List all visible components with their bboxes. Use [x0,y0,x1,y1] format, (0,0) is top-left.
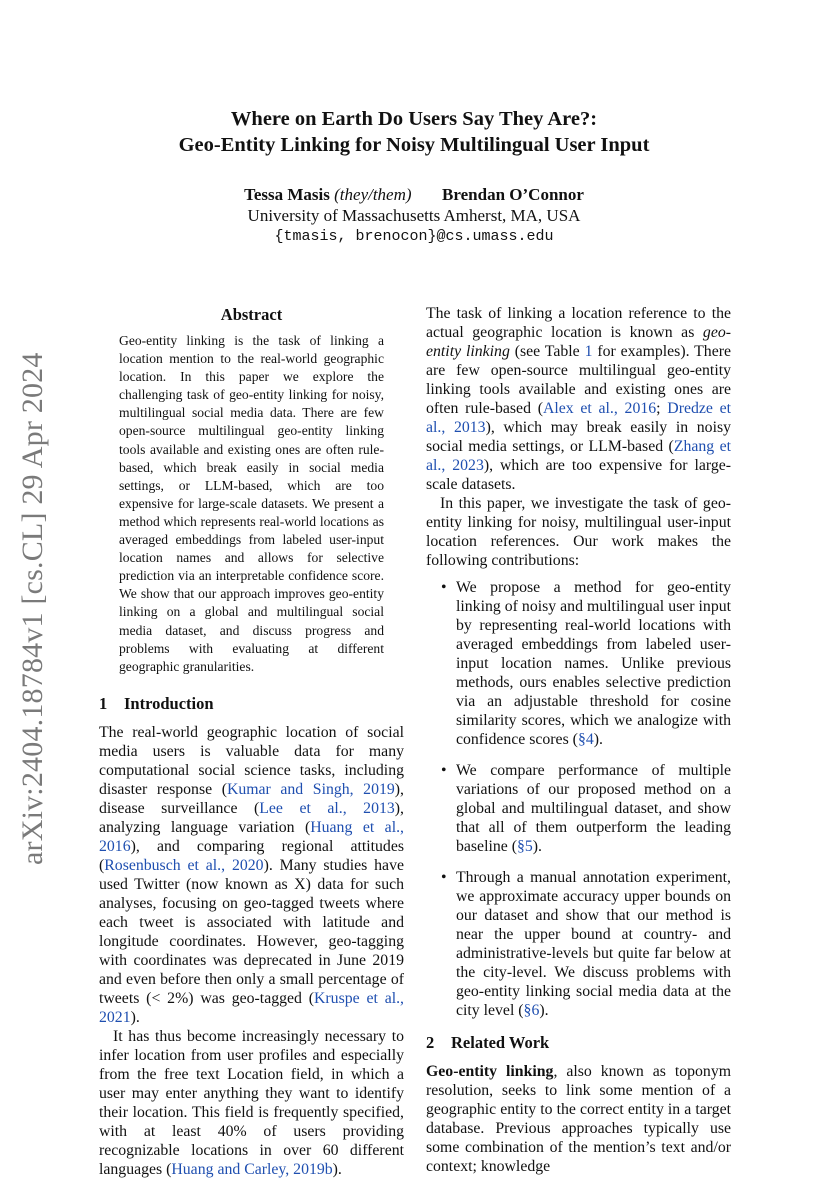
table-reference-link[interactable]: 1 [584,343,593,360]
emphasized-term: geo-entity linking [426,324,731,360]
text-run: ). [532,838,542,855]
citation-link[interactable]: Dredze et al., 2013 [426,400,732,436]
section-title: Related Work [451,1033,550,1052]
text-run: ). [332,1160,342,1178]
section-related-work-heading [426,1032,731,1054]
text-run: ), disease surveillance ( [99,780,404,817]
author-1-name: Tessa Masis [244,185,330,204]
section-reference-link[interactable]: §6 [523,1002,540,1019]
citation-link[interactable]: Huang et al., 2016 [99,818,404,855]
author-2-name: Brendan O’Connor [442,185,584,204]
intro-paragraph-2 [99,1027,404,1179]
section-number: 1 [99,693,108,713]
citation-link[interactable]: Huang and Carley, 2019b [171,1160,333,1178]
left-column [99,304,404,1179]
contribution-item [426,761,731,856]
section-reference-link[interactable]: §4 [577,731,594,748]
abstract-heading: Abstract [220,305,283,324]
section-number: 2 [426,1033,435,1052]
text-run: (see Table [509,343,585,360]
abstract-text: Geo-entity linking is the task of linking a location mention to the real-world geographic location. In this paper we explore the challenging task of geo-entity linking for noisy, multilingual social media data. There are few open-source multilingual geo-entity linking tools available and existing ones are often rule-based, which break easily in social media settings, or LLM-based, which are too expensive for large-scale datasets. We present a method which represents real-world locations as averaged embeddings from labeled user-input location names and allows for selective prediction via an interpretable confidence score. We show that our approach improves geo-entity linking on a global and multilingual social media dataset, and discuss progress and problems with evaluating at different geographic granularities. [119,333,384,674]
intro-paragraph-1 [99,723,404,1027]
text-run: We compare performance of multiple variations of our proposed method on a global and multilingual dataset, and show that all of them outperform the leading baseline ( [456,762,731,855]
intro-paragraph-4: In this paper, we investigate the task of geo-entity linking for noisy, multilingual user-input location references. Our work makes the following contributions: [426,495,731,569]
citation-link[interactable]: Kruspe et al., 2021 [99,989,405,1026]
bullet-icon: • [441,869,447,886]
text-run: ), and comparing regional attitudes ( [99,837,404,874]
contribution-item [426,868,731,1020]
section-introduction-heading [99,693,404,715]
text-run: ). [539,1002,549,1019]
right-column [426,304,731,1176]
title-line-2: Geo-Entity Linking for Noisy Multilingual User Input [178,134,650,156]
section-title: Introduction [124,693,214,713]
contributions-list [426,578,731,1020]
text-run: ). Many studies have used Twitter (now known as X) data for such analyses, focusing on geo-tagged tweets where each tweet is associated with latitude and longitude coordinates. However, geo-tagging with coordinates was deprecated in June 2019 and even before then only a small percentage of tweets (< 2%) was geo-tagged ( [99,856,404,1007]
author-1-pronouns: (they/them) [334,185,412,204]
text-run: The real-world geographic location of social media users is valuable data for many computational social science tasks, including disaster response ( [99,723,404,798]
citation-link[interactable]: Kumar and Singh, 2019 [226,780,395,798]
right-column-body [426,304,731,1176]
paragraph-lead-term: Geo-entity linking [426,1063,554,1080]
bullet-icon: • [441,579,447,596]
text-run: It has thus become increasingly necessary to infer location from user profiles and especially from the free text Location field, in which a user may enter anything they want to identify their location. This field is frequently specified, with at least 40% of users providing recognizable locations in over 60 different languages ( [99,1027,404,1178]
text-run: ). [130,1008,140,1026]
text-run: ; [656,400,668,417]
citation-link[interactable]: Lee et al., 2013 [259,799,395,817]
text-run: for examples). There are few open-source multilingual geo-entity linking tools available and existing ones are often rule-based ( [426,343,731,417]
paper-title [120,106,708,158]
text-run: Through a manual annotation experiment, we approximate accuracy upper bounds on our dataset and show that our method is near the upper bound at country- and administrative-levels but quite far below at the city-level. We discuss problems with geo-entity linking social media data at the city level ( [456,869,731,1019]
section-reference-link[interactable]: §5 [516,838,533,855]
title-line-1: Where on Earth Do Users Say They Are?: [230,108,598,130]
text-run: We propose a method for geo-entity linking of noisy and multilingual user input by representing real-world locations with averaged embeddings from labeled user-input location names. Unlike previous methods, ours enables selective prediction via an adjustable threshold for cosine similarity scores, which we analogize with confidence scores ( [456,579,731,748]
text-run: , also known as toponym resolution, seeks to link some mention of a geographic entity to the correct entity in a target database. Previous approaches typically use some combination of the mention’s text and/or context; knowledge [426,1063,731,1175]
text-run: ), analyzing language variation ( [99,799,404,836]
introduction-body [99,723,404,1179]
text-run: ), which are too expensive for large-scale datasets. [426,457,732,493]
citation-link[interactable]: Zhang et al., 2023 [426,438,731,474]
citation-link[interactable]: Alex et al., 2016 [542,400,657,417]
affiliation: University of Massachusetts Amherst, MA, USA [247,206,581,225]
text-run: The task of linking a location reference to the actual geographic location is known as [426,305,731,341]
author-line [120,184,708,205]
bullet-icon: • [441,762,447,779]
text-run: ), which may break easily in noisy social media settings, or LLM-based ( [426,419,732,455]
citation-link[interactable]: Rosenbusch et al., 2020 [104,856,264,874]
author-emails: {tmasis, brenocon}@cs.umass.edu [274,228,554,245]
abstract-body [119,332,384,676]
intro-paragraph-3 [426,304,731,494]
text-run: ). [593,731,603,748]
arxiv-identifier: arXiv:2404.18784v1 [cs.CL] 29 Apr 2024 [16,352,49,865]
contribution-item [426,578,731,749]
related-work-paragraph-1 [426,1062,731,1176]
